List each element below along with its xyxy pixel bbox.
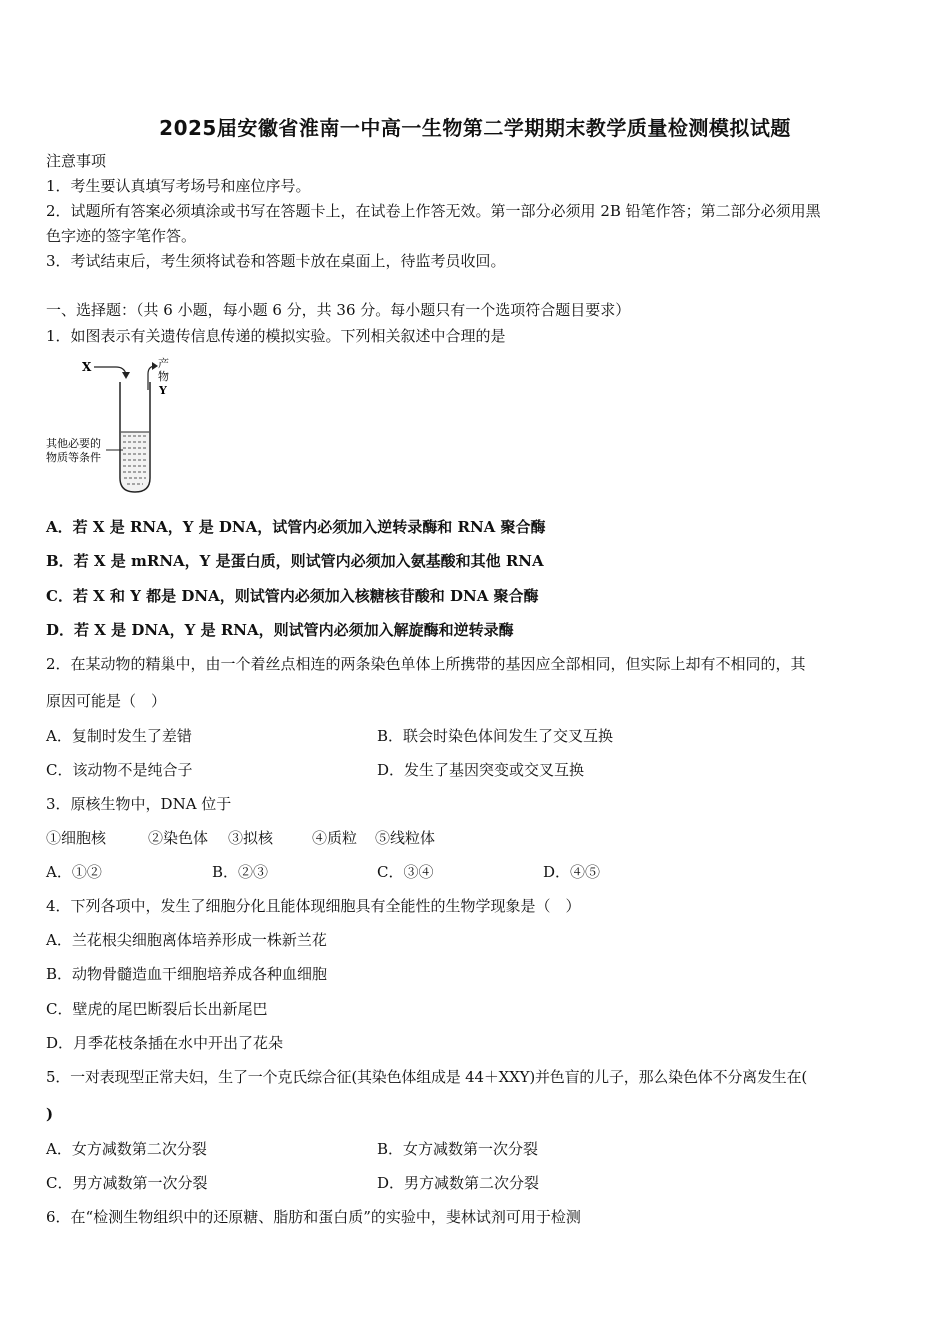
figure-y-label-line2: 物 <box>158 370 169 383</box>
q1-option-a: A．若 X 是 RNA，Y 是 DNA，试管内必须加入逆转录酶和 RNA 聚合酶 <box>46 518 546 536</box>
q3-option-d: D．④⑤ <box>543 863 601 881</box>
figure-y-label-line1: 产 <box>158 357 169 370</box>
q4-option-a: A．兰花根尖细胞离体培养形成一株新兰花 <box>46 931 327 949</box>
q4-option-b: B．动物骨髓造血干细胞培养成各种血细胞 <box>46 965 328 983</box>
q5-option-a: A．女方减数第二次分裂 <box>46 1140 207 1158</box>
q3-item: ②染色体 <box>148 829 209 847</box>
section-heading: 一、选择题：（共 6 小题，每小题 6 分，共 36 分。每小题只有一个选项符合题目要求） <box>46 301 631 319</box>
q5-option-d: D．男方减数第二次分裂 <box>377 1174 540 1192</box>
q3-item: ①细胞核 <box>46 829 107 847</box>
q3-option-b: B．②③ <box>212 863 269 881</box>
page-title: 2025届安徽省淮南一中高一生物第二学期期末教学质量检测模拟试题 <box>159 116 791 140</box>
note-item: 1．考生要认真填写考场号和座位序号。 <box>46 177 311 195</box>
q3-option-a: A．①② <box>46 863 102 881</box>
q2-option-d: D．发生了基因突变或交叉互换 <box>377 761 585 779</box>
notes-heading: 注意事项 <box>46 152 107 170</box>
note-item: 3．考试结束后，考生须将试卷和答题卡放在桌面上，待监考员收回。 <box>46 252 506 270</box>
q1-option-d: D．若 X 是 DNA，Y 是 RNA，则试管内必须加入解旋酶和逆转录酶 <box>46 621 514 639</box>
q2-option-a: A．复制时发生了差错 <box>46 727 192 745</box>
q5-option-c: C．男方减数第一次分裂 <box>46 1174 208 1192</box>
q3-item: ④质粒 <box>312 829 358 847</box>
question-4-stem: 4．下列各项中，发生了细胞分化且能体现细胞具有全能性的生物学现象是（ ） <box>46 897 581 915</box>
note-item: 色字迹的签字笔作答。 <box>46 227 197 245</box>
figure-x-label: X <box>82 360 92 374</box>
q3-item: ③拟核 <box>228 829 274 847</box>
question-2-stem-line2: 原因可能是（ ） <box>46 692 167 710</box>
question-6-stem: 6．在“检测生物组织中的还原糖、脂肪和蛋白质”的实验中，斐林试剂可用于检测 <box>46 1208 581 1226</box>
question-5-stem-line2: ) <box>46 1105 54 1123</box>
q4-option-c: C．壁虎的尾巴断裂后长出新尾巴 <box>46 1000 268 1018</box>
q2-option-b: B．联会时染色体间发生了交叉互换 <box>377 727 614 745</box>
note-item: 2．试题所有答案必须填涂或书写在答题卡上，在试卷上作答无效。第一部分必须用 2B 铅笔作答；第二部分必须用黑 <box>46 202 821 220</box>
question-2-stem-line1: 2．在某动物的精巢中，由一个着丝点相连的两条染色单体上所携带的基因应全部相同，但实际上却有不相同的，其 <box>46 655 806 673</box>
q4-option-d: D．月季花枝条插在水中开出了花朵 <box>46 1034 284 1052</box>
figure-left-label-line2: 物质等条件 <box>46 451 101 464</box>
question-5-stem-line1: 5．一对表现型正常夫妇，生了一个克氏综合征(其染色体组成是 44＋XXY)并色盲的儿子，那么染色体不分离发生在( <box>46 1068 808 1086</box>
test-tube-figure <box>44 352 174 497</box>
q1-option-c: C．若 X 和 Y 都是 DNA，则试管内必须加入核糖核苷酸和 DNA 聚合酶 <box>46 587 539 605</box>
figure-y-label-line3: Y <box>159 384 167 397</box>
q3-option-c: C．③④ <box>377 863 434 881</box>
question-3-stem: 3．原核生物中，DNA 位于 <box>46 795 232 813</box>
q1-option-b: B．若 X 是 mRNA，Y 是蛋白质，则试管内必须加入氨基酸和其他 RNA <box>46 552 544 570</box>
q5-option-b: B．女方减数第一次分裂 <box>377 1140 539 1158</box>
q3-item: ⑤线粒体 <box>375 829 436 847</box>
figure-left-label-line1: 其他必要的 <box>46 437 101 450</box>
question-1-stem: 1．如图表示有关遗传信息传递的模拟实验。下列相关叙述中合理的是 <box>46 327 506 345</box>
q2-option-c: C．该动物不是纯合子 <box>46 761 193 779</box>
